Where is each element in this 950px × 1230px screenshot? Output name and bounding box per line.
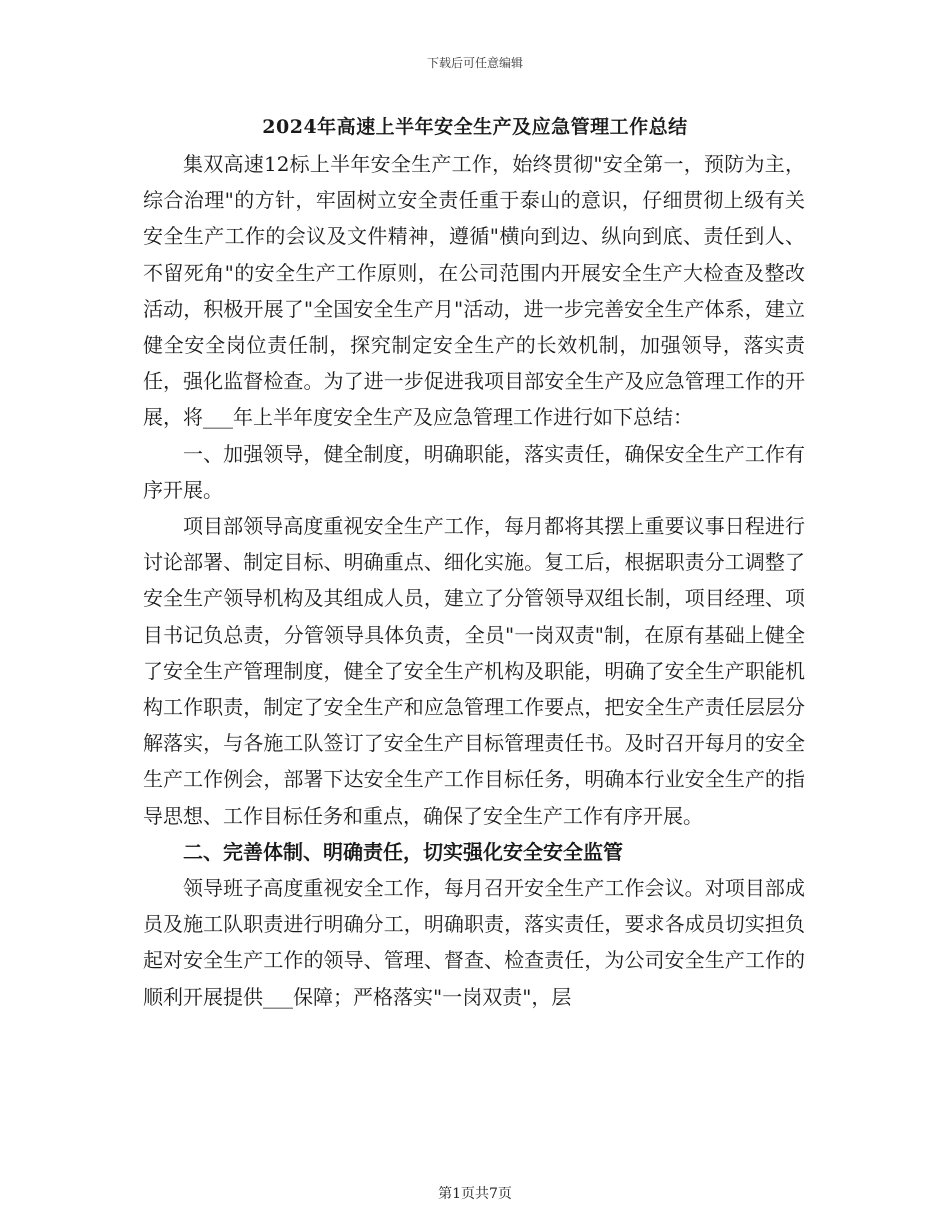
- document-title: 2024年高速上半年安全生产及应急管理工作总结: [262, 116, 688, 138]
- paragraph-section-1-heading: 一、加强领导，健全制度，明确职能，落实责任，确保安全生产工作有序开展。: [143, 441, 805, 502]
- paragraph-section-1-body: 项目部领导高度重视安全生产工作，每月都将其摆上重要议事日程进行讨论部署、制定目标、明确重点、细化实施。复工后，根据职责分工调整了安全生产领导机构及其组成人员，建立了分管领导双组长制，项目经理、项目书记负总责，分管领导具体负责，全员"一岗双责"制，在原有基础上健全了安全生产管理制度，健全了安全生产机构及职能，明确了安全生产职能机构工作职责，制定了安全生产和应急管理工作要点，把安全生产责任层层分解落实，与各施工队签订了安全生产目标管理责任书。及时召开每月的安全生产工作例会，部署下达安全生产工作目标任务，明确本行业安全生产的指导思想、工作目标任务和重点，确保了安全生产工作有序开展。: [143, 514, 805, 828]
- paragraph-intro: 集双高速12标上半年安全生产工作，始终贯彻"安全第一，预防为主，综合治理"的方针，牢固树立安全责任重于泰山的意识，仔细贯彻上级有关安全生产工作的会议及文件精神，遵循"横向到边、纵向到底、责任到人、不留死角"的安全生产工作原则，在公司范围内开展安全生产大检查及整改活动，积极开展了"全国安全生产月"活动，进一步完善安全生产体系，建立健全安全岗位责任制，探究制定安全生产的长效机制，加强领导，落实责任，强化监督检查。为了进一步促进我项目部安全生产及应急管理工作的开展，将___年上半年度安全生产及应急管理工作进行如下总结：: [143, 152, 805, 430]
- paragraph-section-2-body: 领导班子高度重视安全工作，每月召开安全生产工作会议。对项目部成员及施工队职责进行明确分工，明确职责，落实责任，要求各成员切实担负起对安全生产工作的领导、管理、督查、检查责任，为公司安全生产工作的顺利开展提供___保障；严格落实"一岗双责"，层: [143, 876, 805, 1009]
- section-2-heading: 二、完善体制、明确责任，切实强化安全安全监管: [183, 839, 623, 864]
- page-header: 下载后可任意编辑: [426, 56, 523, 70]
- document-body: [143, 146, 805, 1015]
- page-footer: 第1页共7页: [438, 1186, 512, 1202]
